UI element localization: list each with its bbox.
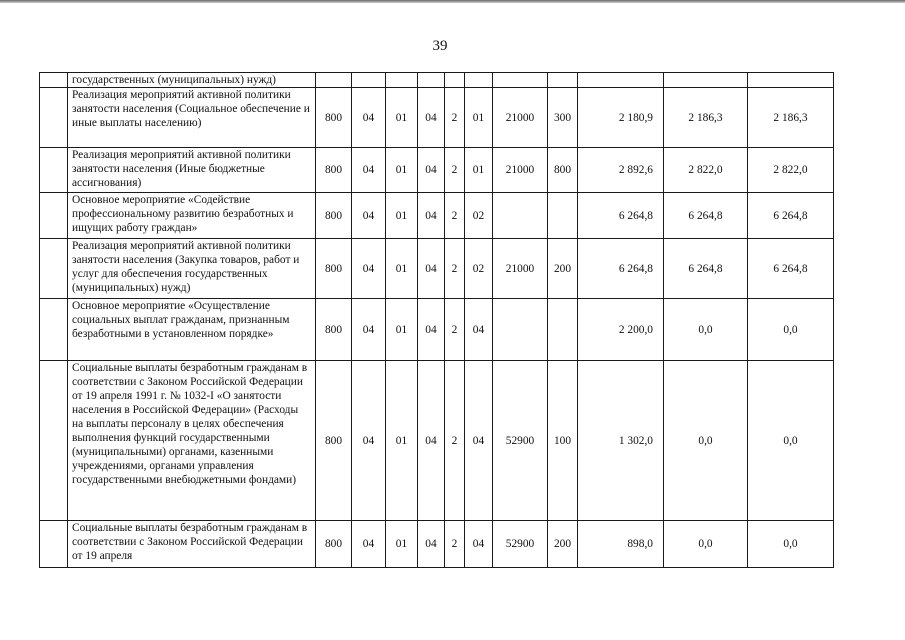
- amount-year2-cell: 0,0: [664, 299, 748, 361]
- amount-year2-cell: 0,0: [664, 361, 748, 521]
- section-cell: 04: [352, 239, 386, 299]
- subsection-cell: 01: [386, 239, 418, 299]
- amount-year2-cell: 6 264,8: [664, 239, 748, 299]
- amount-year1-cell: 6 264,8: [578, 193, 664, 239]
- program-cell: 04: [418, 193, 445, 239]
- direction-cell: 21000: [493, 239, 548, 299]
- admin-code-cell: 800: [316, 299, 352, 361]
- amount-year3-cell: 2 186,3: [748, 88, 834, 148]
- row-marker-cell: [40, 239, 68, 299]
- amount-year3-cell: 6 264,8: [748, 239, 834, 299]
- subsection-cell: 01: [386, 148, 418, 193]
- row-name-cell: государственных (муниципальных) нужд): [68, 73, 316, 88]
- amount-year3-cell: 6 264,8: [748, 193, 834, 239]
- row-marker-cell: [40, 299, 68, 361]
- subprogram-type-cell: 2: [445, 88, 465, 148]
- section-cell: 04: [352, 299, 386, 361]
- amount-year1-cell: 2 892,6: [578, 148, 664, 193]
- amount-year1-cell: 898,0: [578, 521, 664, 568]
- subsection-cell: 01: [386, 299, 418, 361]
- direction-cell: 52900: [493, 521, 548, 568]
- subprogram-type-cell: 2: [445, 193, 465, 239]
- program-cell: 04: [418, 361, 445, 521]
- amount-year2-cell: 0,0: [664, 521, 748, 568]
- expense-type-cell: 200: [548, 239, 578, 299]
- row-name-cell: Основное мероприятие «Содействие профессиональному развитию безработных и ищущих работу граждан»: [68, 193, 316, 239]
- amount-year1-cell: 2 200,0: [578, 299, 664, 361]
- subsection-cell: 01: [386, 361, 418, 521]
- admin-code-cell: 800: [316, 361, 352, 521]
- expense-type-cell: 200: [548, 521, 578, 568]
- table-row: [40, 193, 834, 239]
- subprogram-type-cell: 2: [445, 239, 465, 299]
- amount-year3-cell: 0,0: [748, 361, 834, 521]
- subprogram-cell: 02: [465, 239, 493, 299]
- table-row: [40, 361, 834, 521]
- direction-cell: [493, 299, 548, 361]
- table-row: [40, 521, 834, 568]
- subprogram-type-cell: 2: [445, 299, 465, 361]
- row-marker-cell: [40, 193, 68, 239]
- row-marker-cell: [40, 361, 68, 521]
- admin-code-cell: [316, 73, 352, 88]
- subprogram-cell: 04: [465, 521, 493, 568]
- subsection-cell: 01: [386, 193, 418, 239]
- subprogram-type-cell: 2: [445, 361, 465, 521]
- section-cell: [352, 73, 386, 88]
- section-cell: 04: [352, 521, 386, 568]
- table-row: [40, 73, 834, 88]
- admin-code-cell: 800: [316, 193, 352, 239]
- program-cell: 04: [418, 521, 445, 568]
- subprogram-type-cell: 2: [445, 521, 465, 568]
- subsection-cell: 01: [386, 521, 418, 568]
- subsection-cell: [386, 73, 418, 88]
- amount-year2-cell: [664, 73, 748, 88]
- amount-year1-cell: 6 264,8: [578, 239, 664, 299]
- direction-cell: 52900: [493, 361, 548, 521]
- direction-cell: [493, 73, 548, 88]
- section-cell: 04: [352, 148, 386, 193]
- amount-year3-cell: 0,0: [748, 299, 834, 361]
- subprogram-cell: 04: [465, 361, 493, 521]
- amount-year2-cell: 2 822,0: [664, 148, 748, 193]
- amount-year1-cell: [578, 73, 664, 88]
- direction-cell: 21000: [493, 88, 548, 148]
- amount-year3-cell: [748, 73, 834, 88]
- table-row: [40, 239, 834, 299]
- page-number: 39: [432, 38, 448, 54]
- section-cell: 04: [352, 88, 386, 148]
- scan-top-edge: [0, 0, 905, 3]
- row-name-cell: Реализация мероприятий активной политики занятости населения (Иные бюджетные ассигнования): [68, 148, 316, 193]
- expense-type-cell: [548, 193, 578, 239]
- table-row: [40, 148, 834, 193]
- admin-code-cell: 800: [316, 521, 352, 568]
- direction-cell: [493, 193, 548, 239]
- admin-code-cell: 800: [316, 148, 352, 193]
- program-cell: [418, 73, 445, 88]
- subprogram-type-cell: 2: [445, 148, 465, 193]
- program-cell: 04: [418, 88, 445, 148]
- expense-type-cell: 300: [548, 88, 578, 148]
- expense-type-cell: [548, 299, 578, 361]
- amount-year1-cell: 2 180,9: [578, 88, 664, 148]
- row-name-cell: Социальные выплаты безработным гражданам в соответствии с Законом Российской Федерации от 19 апреля 1991 г. № 1032-I «О занятости населения в Российской Федерации» (Расходы на выплаты персоналу в целях обеспечения выполнения функций государственными (муниципальными) органами, казенными учреждениями, органами управления государственными внебюджетными фондами): [68, 361, 316, 521]
- subprogram-type-cell: [445, 73, 465, 88]
- row-marker-cell: [40, 148, 68, 193]
- program-cell: 04: [418, 239, 445, 299]
- direction-cell: 21000: [493, 148, 548, 193]
- expense-type-cell: [548, 73, 578, 88]
- amount-year2-cell: 2 186,3: [664, 88, 748, 148]
- budget-table: [39, 72, 834, 568]
- admin-code-cell: 800: [316, 239, 352, 299]
- amount-year1-cell: 1 302,0: [578, 361, 664, 521]
- row-name-cell: Реализация мероприятий активной политики занятости населения (Социальное обеспечение и иные выплаты населению): [68, 88, 316, 148]
- row-marker-cell: [40, 73, 68, 88]
- expense-type-cell: 100: [548, 361, 578, 521]
- subprogram-cell: 02: [465, 193, 493, 239]
- section-cell: 04: [352, 193, 386, 239]
- subprogram-cell: 04: [465, 299, 493, 361]
- subprogram-cell: 01: [465, 148, 493, 193]
- row-name-cell: Реализация мероприятий активной политики занятости населения (Закупка товаров, работ и услуг для обеспечения государственных (муниципальных) нужд): [68, 239, 316, 299]
- row-name-cell: Основное мероприятие «Осуществление социальных выплат гражданам, признанным безработными в установленном порядке»: [68, 299, 316, 361]
- row-name-cell: Социальные выплаты безработным гражданам в соответствии с Законом Российской Федерации от 19 апреля: [68, 521, 316, 568]
- subsection-cell: 01: [386, 88, 418, 148]
- amount-year3-cell: 0,0: [748, 521, 834, 568]
- table-row: [40, 88, 834, 148]
- row-marker-cell: [40, 88, 68, 148]
- amount-year2-cell: 6 264,8: [664, 193, 748, 239]
- program-cell: 04: [418, 299, 445, 361]
- amount-year3-cell: 2 822,0: [748, 148, 834, 193]
- program-cell: 04: [418, 148, 445, 193]
- expense-type-cell: 800: [548, 148, 578, 193]
- subprogram-cell: [465, 73, 493, 88]
- row-marker-cell: [40, 521, 68, 568]
- table-row: [40, 299, 834, 361]
- subprogram-cell: 01: [465, 88, 493, 148]
- section-cell: 04: [352, 361, 386, 521]
- admin-code-cell: 800: [316, 88, 352, 148]
